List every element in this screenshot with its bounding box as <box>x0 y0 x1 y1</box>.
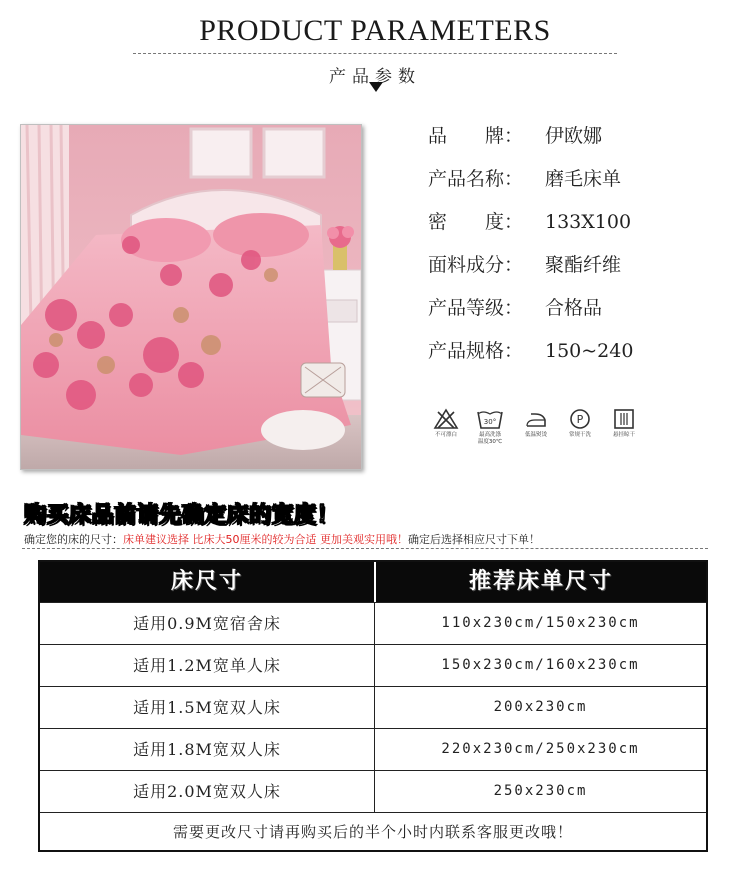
bed-size-cell: 适用1.2M宽单人床 <box>40 645 375 686</box>
param-brand <box>428 122 728 150</box>
wash-30-icon <box>476 408 504 430</box>
bed-size-cell: 适用0.9M宽宿舍床 <box>40 603 375 644</box>
bed-size-cell: 适用1.5M宽双人床 <box>40 687 375 728</box>
bed-size-cell: 适用2.0M宽双人床 <box>40 771 375 812</box>
sheet-size-cell: 200x230cm <box>493 699 588 715</box>
down-arrow-icon <box>369 82 383 92</box>
dry-clean-icon <box>568 408 592 430</box>
page-title: PRODUCT PARAMETERS <box>199 14 551 47</box>
title-divider <box>133 53 617 54</box>
wash-temp-mark: 30° <box>483 418 497 426</box>
table-row <box>40 686 706 728</box>
param-spec <box>428 337 728 365</box>
param-value: 133X100 <box>545 211 632 233</box>
care-caption: 常规干洗 <box>568 432 591 438</box>
notice-prefix: 确定您的床的尺寸： <box>24 533 123 546</box>
care-no-bleach <box>424 408 468 439</box>
param-label: 面料成分： <box>428 254 524 276</box>
product-photo <box>20 124 362 470</box>
param-product-name <box>428 165 728 193</box>
param-label: 品 牌： <box>428 125 524 147</box>
notice-highlight: 床单建议选择 比床大50厘米的较为合适 更加美观实用哦！ <box>123 533 408 546</box>
param-label: 密 度： <box>428 211 524 233</box>
sheet-size-cell: 250x230cm <box>493 783 588 799</box>
care-caption: 不可漂白 <box>434 432 457 438</box>
param-grade <box>428 294 728 322</box>
care-caption: 悬挂晾干 <box>612 432 635 438</box>
sheet-size-cell: 220x230cm/250x230cm <box>441 741 640 757</box>
param-value: 150~240 <box>545 340 634 362</box>
size-table <box>38 560 708 852</box>
care-wash-30 <box>468 408 512 446</box>
table-row <box>40 770 706 812</box>
width-notice-headline: 购买床品前请先确定床的宽度！ <box>24 503 340 528</box>
care-caption: 最高洗涤 温度30℃ <box>477 432 503 445</box>
sheet-size-cell: 150x230cm/160x230cm <box>441 657 640 673</box>
table-footer-note: 需要更改尺寸请再购买后的半个小时内联系客服更改哦！ <box>40 812 706 850</box>
header-sheet-size: 推荐床单尺寸 <box>376 562 706 602</box>
care-hang-dry <box>602 408 646 439</box>
header-bed-size: 床尺寸 <box>40 562 374 602</box>
table-row <box>40 602 706 644</box>
param-label: 产品规格： <box>428 340 524 362</box>
width-notice-line <box>24 531 540 547</box>
low-iron-icon <box>523 408 549 430</box>
param-value: 伊欧娜 <box>545 125 603 147</box>
table-row <box>40 728 706 770</box>
param-value: 合格品 <box>545 297 603 319</box>
param-label: 产品名称： <box>428 168 524 190</box>
care-low-iron <box>514 408 558 439</box>
param-value: 磨毛床单 <box>545 168 622 190</box>
sheet-size-cell: 110x230cm/150x230cm <box>441 615 640 631</box>
param-density <box>428 208 728 236</box>
care-caption: 低温熨烫 <box>524 432 547 438</box>
care-dry-clean <box>558 408 602 439</box>
no-bleach-icon <box>433 408 459 430</box>
table-row <box>40 644 706 686</box>
dry-clean-mark: P <box>576 413 584 426</box>
notice-divider <box>22 548 708 549</box>
param-label: 产品等级： <box>428 297 524 319</box>
param-material <box>428 251 728 279</box>
care-symbols <box>424 408 654 458</box>
page-subtitle: 产品参数 <box>329 67 421 87</box>
hang-dry-icon <box>612 408 636 430</box>
param-value: 聚酯纤维 <box>545 254 622 276</box>
notice-suffix: 确定后选择相应尺寸下单！ <box>408 533 540 546</box>
bed-size-cell: 适用1.8M宽双人床 <box>40 729 375 770</box>
